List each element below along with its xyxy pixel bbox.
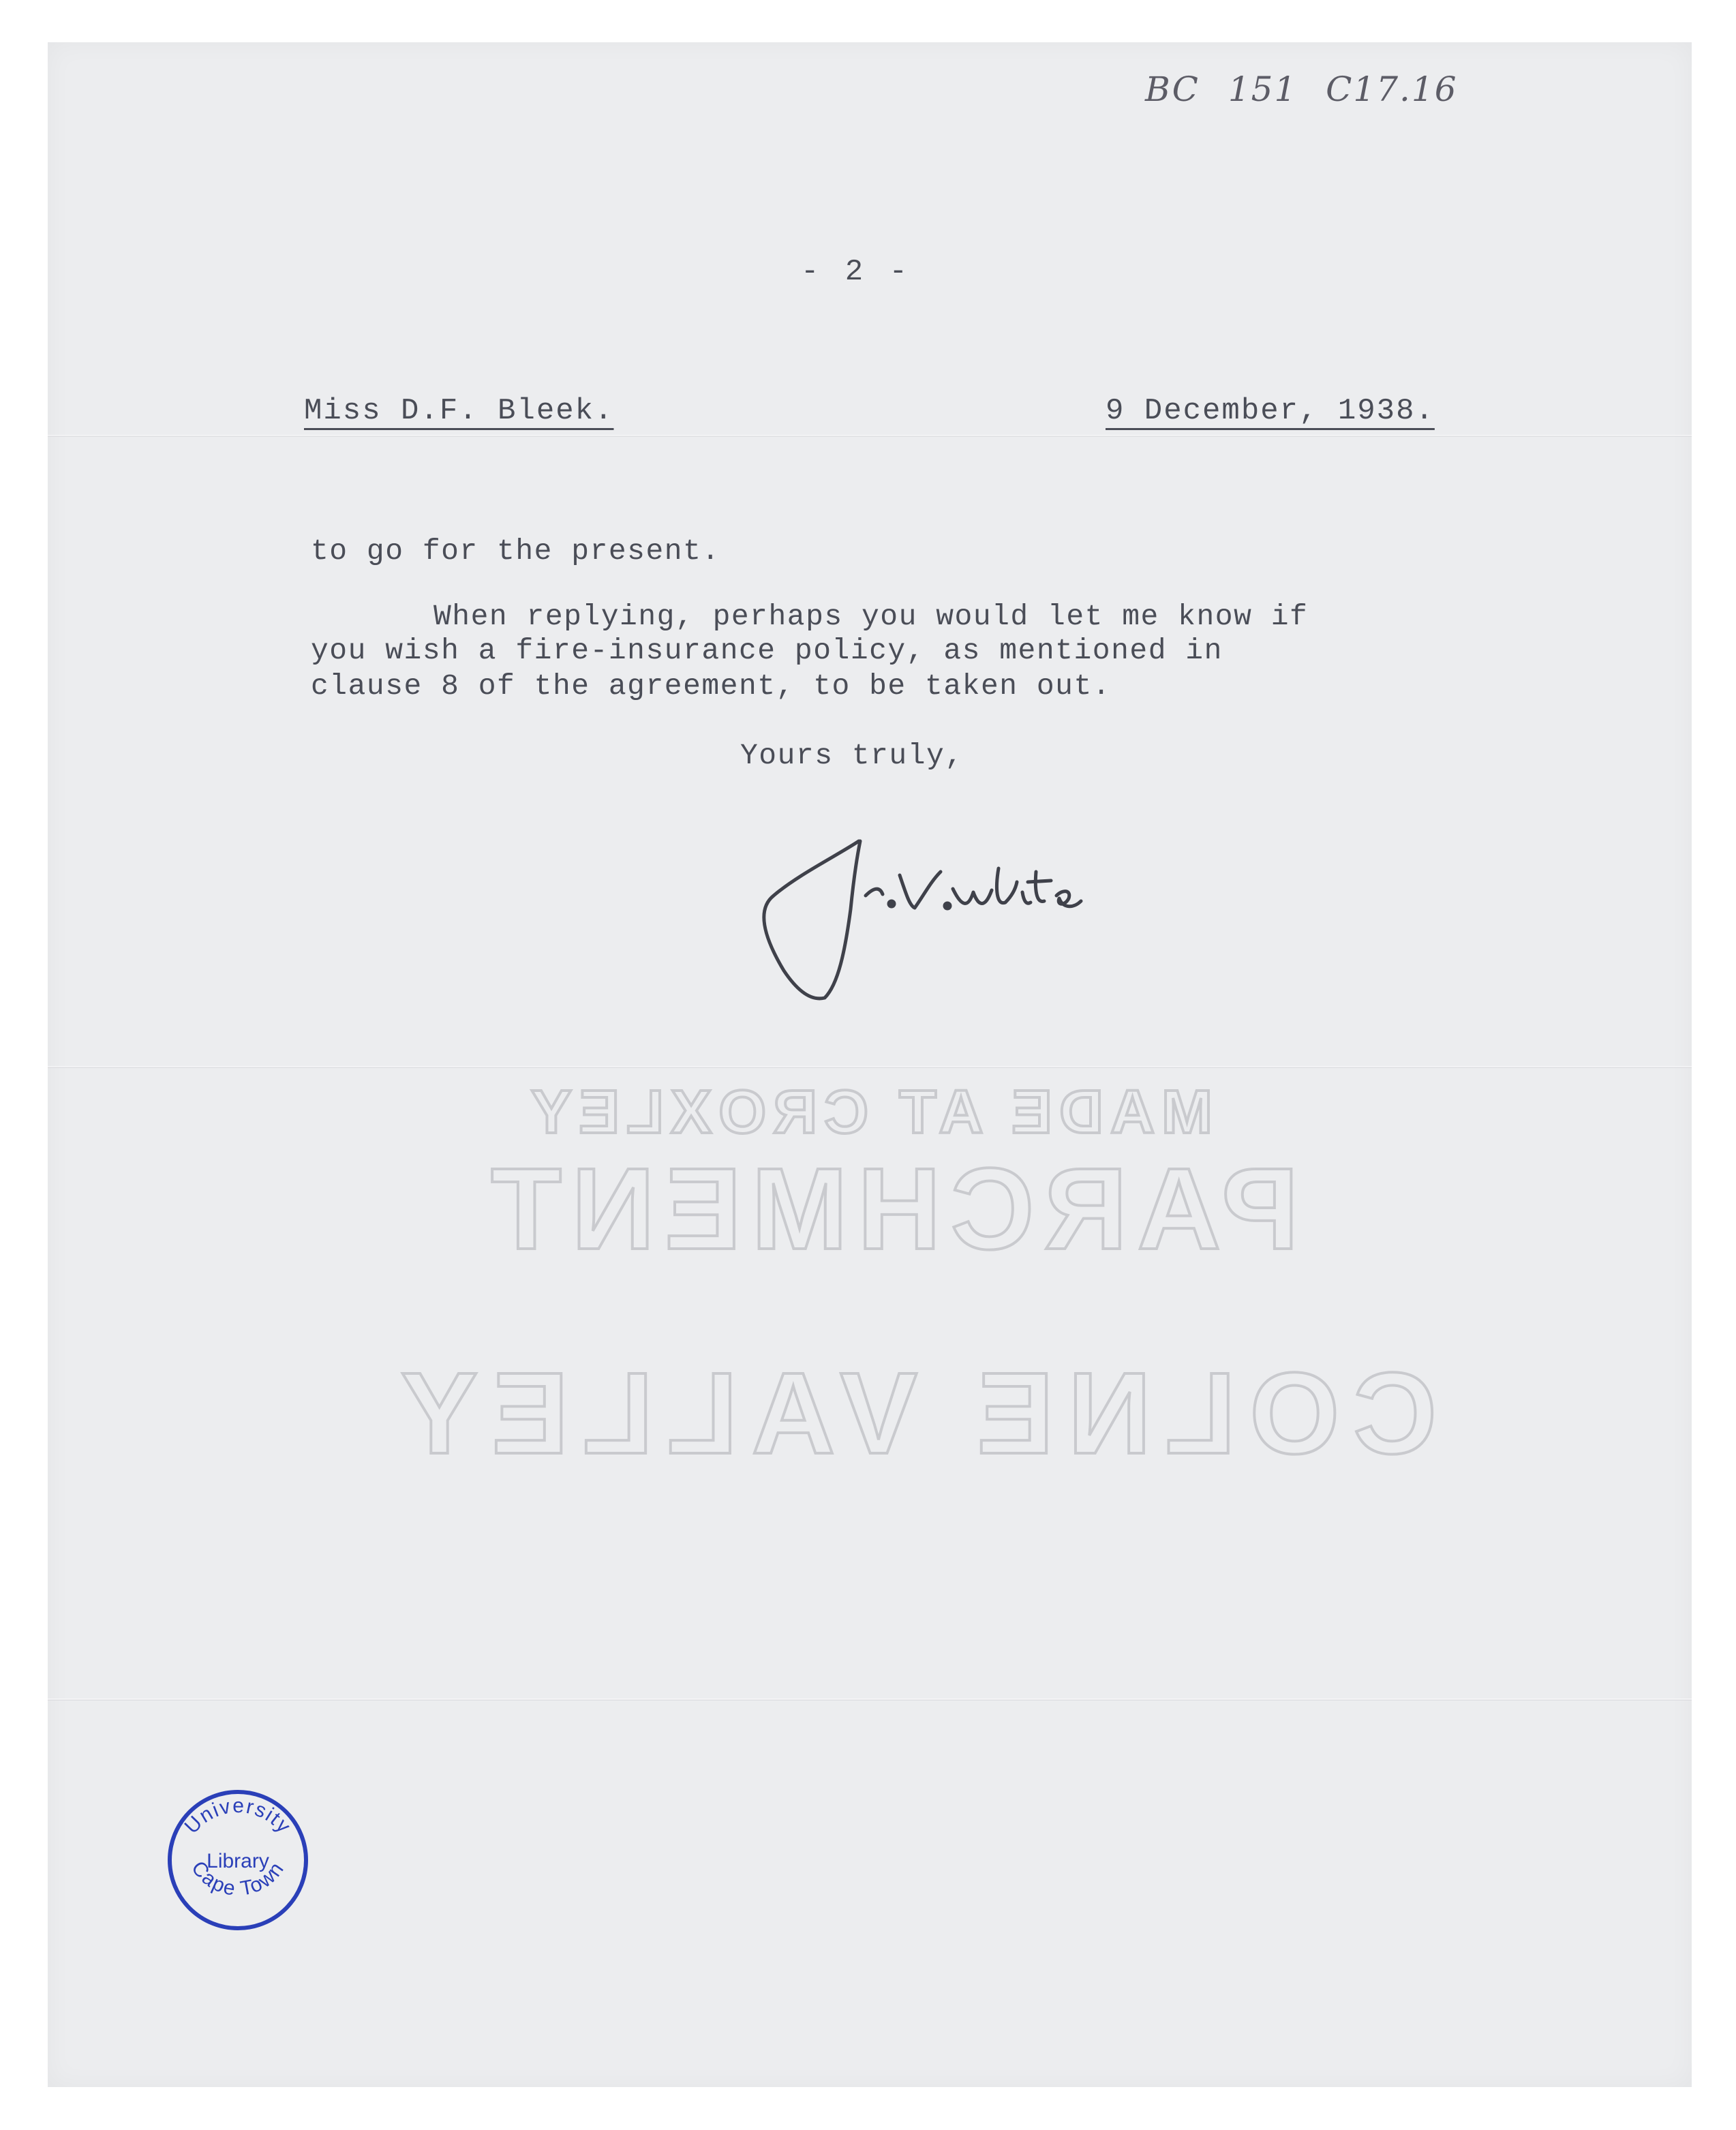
- stamp-text-middle: Library: [207, 1850, 269, 1872]
- fold-line: [48, 435, 1692, 437]
- signature: [736, 814, 1091, 1018]
- library-stamp: [159, 1782, 316, 1938]
- watermark-line-1: MADE AT CROXLEY: [523, 1078, 1213, 1146]
- archive-reference: BC 151 C17.16: [1145, 70, 1458, 109]
- watermark-line-3: COLNE VALLEY: [386, 1349, 1437, 1478]
- page-number: - 2 -: [801, 255, 912, 289]
- fold-line: [48, 1699, 1692, 1701]
- letter-page: [48, 42, 1692, 2087]
- addressee: Miss D.F. Bleek.: [304, 394, 614, 428]
- body-line: you wish a fire-insurance policy, as mentioned in: [311, 634, 1223, 667]
- fold-line: [48, 1066, 1692, 1068]
- body-line: clause 8 of the agreement, to be taken out.: [311, 669, 1112, 703]
- stamp-text-bottom: Cape Town: [187, 1857, 289, 1900]
- closing: Yours truly,: [740, 739, 964, 772]
- stamp-text-top: University: [180, 1794, 296, 1838]
- watermark: [48, 42, 1692, 2087]
- body-line: When replying, perhaps you would let me know if: [433, 600, 1309, 633]
- watermark-line-2: PARCHMENT: [481, 1144, 1299, 1274]
- body-line: to go for the present.: [311, 534, 720, 568]
- letter-date: 9 December, 1938.: [1106, 394, 1435, 428]
- svg-text:University: [181, 1795, 296, 1838]
